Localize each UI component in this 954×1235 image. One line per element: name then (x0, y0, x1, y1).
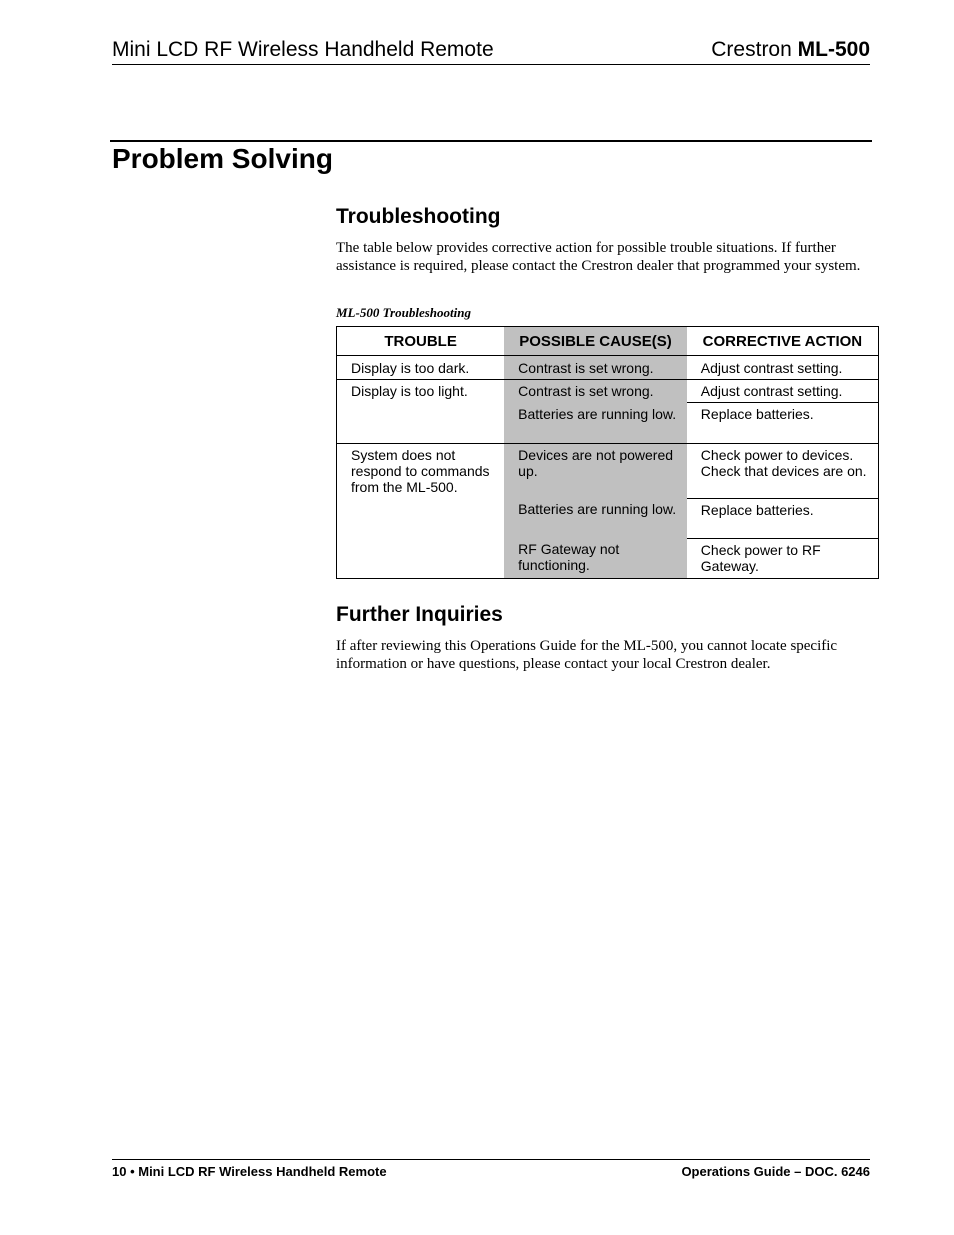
further-inquiries-heading: Further Inquiries (336, 603, 503, 626)
column-header-cause: POSSIBLE CAUSE(S) (504, 327, 687, 356)
troubleshooting-heading: Troubleshooting (336, 205, 501, 228)
page-header (112, 38, 870, 65)
page-footer (112, 1159, 870, 1179)
trouble-cell: Display is too light. (337, 380, 505, 444)
action-cell: Check power to devices. Check that devices are on. (687, 443, 879, 498)
trouble-cell: Display is too dark. (337, 356, 505, 380)
header-brand: Crestron (711, 38, 792, 61)
action-cell: Adjust contrast setting. (687, 356, 879, 380)
column-header-action: CORRECTIVE ACTION (687, 327, 879, 356)
action-cell: Check power to RF Gateway. (687, 538, 879, 579)
action-cell: Replace batteries. (687, 498, 879, 538)
trouble-cell: System does not respond to commands from the ML-500. (337, 443, 505, 579)
table-row (337, 380, 879, 403)
column-header-trouble: TROUBLE (337, 327, 505, 356)
action-cell: Replace batteries. (687, 403, 879, 444)
section-title: Problem Solving (112, 143, 333, 174)
table-row (337, 443, 879, 498)
section-rule (110, 140, 872, 142)
footer-right: Operations Guide – DOC. 6246 (681, 1164, 870, 1179)
cause-cell: Contrast is set wrong. (504, 356, 687, 380)
action-cell: Adjust contrast setting. (687, 380, 879, 403)
troubleshooting-table (336, 326, 879, 579)
table-row (337, 356, 879, 380)
cause-cell: Batteries are running low. (504, 403, 687, 444)
cause-cell: Devices are not powered up. (504, 443, 687, 498)
header-product (711, 38, 870, 62)
further-inquiries-text: If after reviewing this Operations Guide for the ML-500, you cannot locate specific information or have questions, please contact your local Crestron dealer. (336, 638, 838, 672)
header-model: ML-500 (797, 38, 870, 61)
cause-cell: Contrast is set wrong. (504, 380, 687, 403)
footer-left: 10 • Mini LCD RF Wireless Handheld Remote (112, 1164, 387, 1179)
table-caption: ML-500 Troubleshooting (336, 305, 471, 320)
cause-cell: Batteries are running low. (504, 498, 687, 538)
header-title: Mini LCD RF Wireless Handheld Remote (112, 38, 494, 61)
table-header-row (337, 327, 879, 356)
cause-cell: RF Gateway not functioning. (504, 538, 687, 579)
troubleshooting-intro: The table below provides corrective action for possible trouble situations. If further assistance is required, please contact the Crestron dealer that programmed your system. (336, 240, 861, 274)
